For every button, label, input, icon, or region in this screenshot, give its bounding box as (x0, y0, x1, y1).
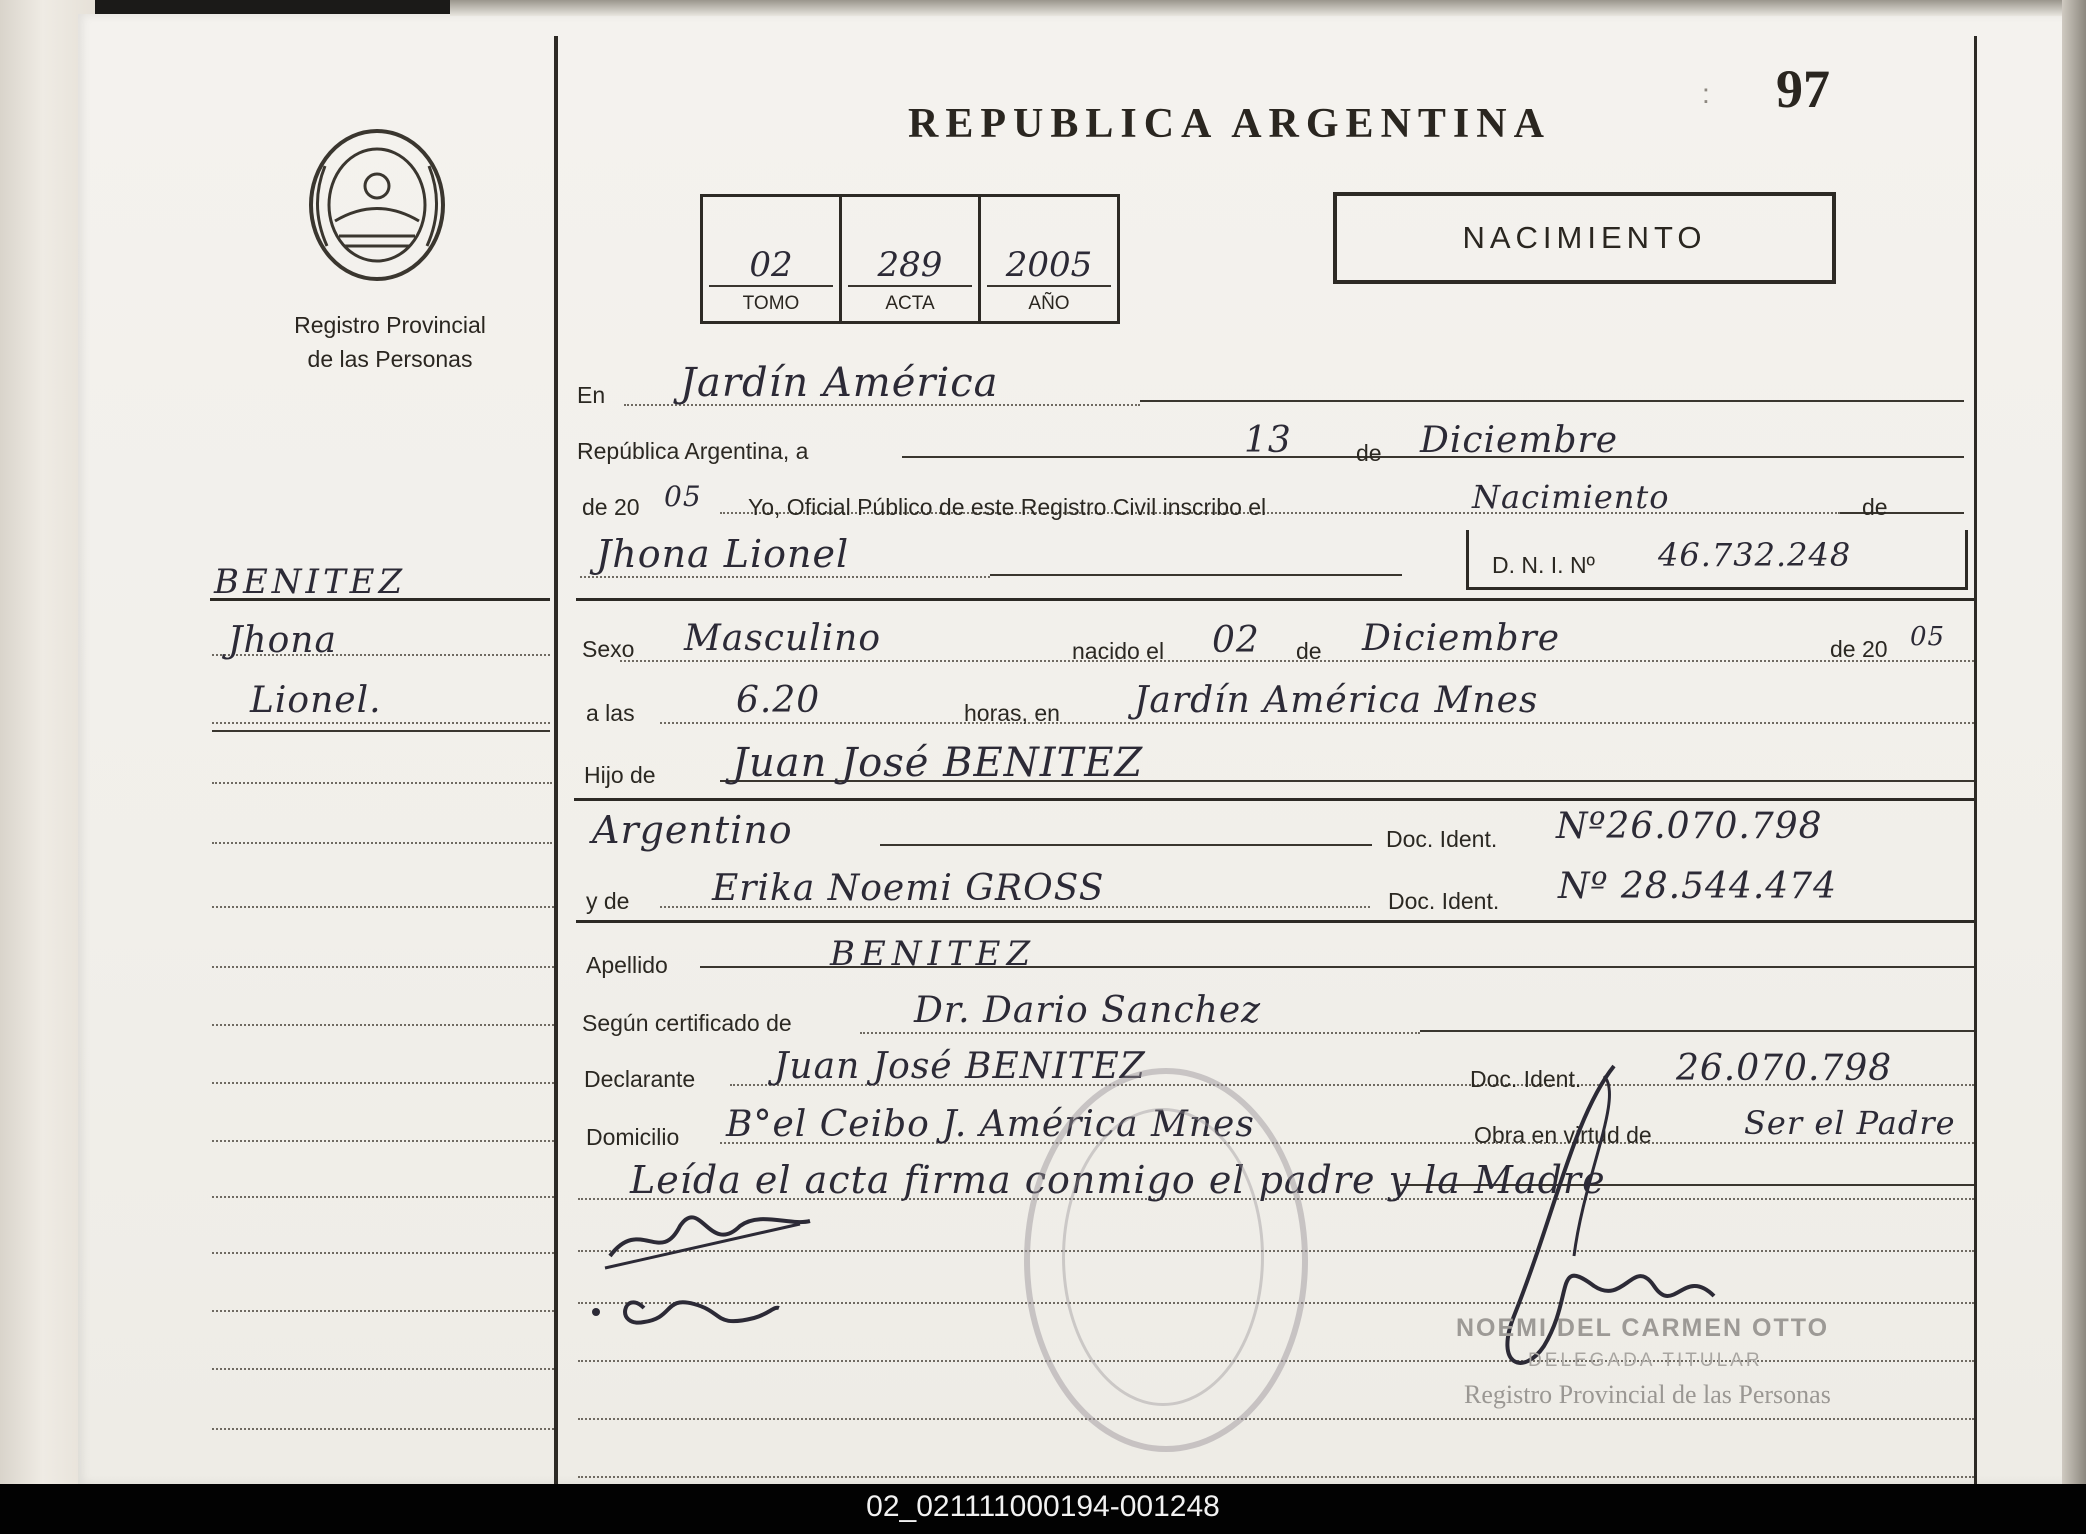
right-border (1974, 36, 1977, 1484)
act-type-box (1333, 192, 1836, 284)
doctor: Dr. Dario Sanchez (914, 990, 1262, 1031)
father-name: Juan José BENITEZ (732, 740, 1144, 786)
registry-office (240, 308, 540, 376)
ano-rule (987, 285, 1111, 287)
registry-number-table (700, 194, 1120, 324)
birth-place: Jardín América Mnes (1134, 680, 1539, 721)
yo-label: Yo, Oficial Público de este Registro Civil inscribo el (748, 494, 1267, 520)
official-office: Registro Provincial de las Personas (1464, 1380, 1831, 1409)
event: Nacimiento (1472, 478, 1670, 516)
margin-dotted-line (212, 782, 552, 784)
obra-value: Ser el Padre (1744, 1104, 1956, 1142)
act-type: NACIMIENTO (1462, 220, 1707, 255)
time: 6.20 (736, 680, 821, 721)
registry-stamp-inner (1062, 1108, 1264, 1406)
month: Diciembre (1420, 420, 1619, 461)
margin-dotted-line (212, 1196, 554, 1198)
de-label-3: de (1296, 638, 1322, 664)
horas-label: horas, en (964, 700, 1060, 726)
dni-label: D. N. I. Nº (1492, 552, 1595, 578)
folio-number: 97 (1776, 59, 1830, 119)
dotted-line (578, 1418, 1974, 1420)
dotted-line (860, 1032, 1420, 1034)
rule-line (880, 844, 1372, 846)
nacido-label: nacido el (1072, 638, 1165, 664)
doc-label-declarante: Doc. Ident. (1470, 1066, 1582, 1092)
official-name: NOEMI DEL CARMEN OTTO (1456, 1314, 1830, 1342)
birth-month: Diciembre (1362, 618, 1561, 659)
segun-label: Según certificado de (582, 1010, 792, 1036)
margin-dotted-line (212, 722, 550, 724)
birth-day: 02 (1212, 620, 1260, 661)
birth-year-suffix: 05 (1910, 622, 1946, 652)
acta-label: ACTA (885, 293, 935, 314)
rule-line (1840, 512, 1964, 514)
margin-dotted-line (212, 1024, 554, 1026)
en-label: En (577, 382, 606, 408)
father-nationality: Argentino (592, 808, 793, 852)
page-top-shadow (450, 0, 2086, 16)
section-rule (576, 598, 1974, 601)
declarante-name: Juan José BENITEZ (774, 1046, 1146, 1087)
domicilio-label: Domicilio (586, 1124, 680, 1150)
dotted-line (578, 1476, 1974, 1478)
birth-year-prefix: de 20 (1830, 636, 1888, 662)
registry-office-line1: Registro Provincial (294, 312, 486, 338)
section-rule (576, 920, 1974, 923)
margin-dotted-line (212, 906, 554, 908)
hijo-label: Hijo de (584, 762, 656, 788)
margin-dotted-line (212, 1082, 554, 1084)
de-label-2: de (1862, 494, 1888, 520)
margin-underline (212, 730, 550, 732)
a-las-label: a las (586, 700, 635, 726)
child-name: Jhona Lionel (596, 532, 850, 576)
day: 13 (1244, 420, 1292, 461)
year-prefix: de 20 (582, 494, 640, 520)
domicilio-value: B°el Ceibo J. América Mnes (726, 1104, 1255, 1145)
declarante-label: Declarante (584, 1066, 696, 1092)
margin-dotted-line (212, 1252, 554, 1254)
mother-signature-icon (584, 1278, 784, 1338)
father-doc: Nº26.070.798 (1556, 806, 1823, 847)
margin-dotted-line (212, 1368, 554, 1370)
republica-label: República Argentina, a (577, 438, 809, 464)
dotted-line (580, 576, 990, 578)
mother-name: Erika Noemi GROSS (712, 868, 1105, 909)
dotted-line (660, 722, 1974, 724)
obra-label: Obra en virtud de (1474, 1122, 1652, 1148)
registry-office-line2: de las Personas (307, 346, 473, 372)
y-de-label: y de (586, 888, 630, 914)
father-signature-icon (600, 1196, 820, 1276)
acta-cell (842, 197, 981, 321)
image-caption: 02_021111000194-001248 (866, 1490, 1220, 1523)
apellido-value: BENITEZ (830, 934, 1037, 974)
rule-line (1140, 400, 1964, 402)
page-right-shadow (2062, 0, 2086, 1484)
year-suffix: 05 (664, 480, 702, 513)
tomo-rule (709, 285, 833, 287)
province-seal-icon (305, 126, 449, 284)
rule-line (990, 574, 1402, 576)
acta-rule (848, 285, 972, 287)
margin-dotted-line (212, 966, 554, 968)
margin-name-2: Lionel. (250, 680, 382, 721)
ano-value: 2005 (1005, 245, 1093, 285)
tomo-label: TOMO (742, 293, 800, 314)
closing-statement: Leída el acta firma conmigo el padre y la Madre (630, 1158, 1606, 1202)
country-title: REPUBLICA ARGENTINA (908, 101, 1551, 147)
mother-doc: Nº 28.544.474 (1558, 866, 1837, 907)
de-label: de (1356, 440, 1382, 466)
sexo-value: Masculino (684, 618, 882, 659)
margin-dotted-line (212, 842, 552, 844)
place: Jardín América (680, 360, 999, 406)
margin-name-1: Jhona (228, 620, 337, 661)
folio-mark: : (1702, 78, 1710, 109)
margin-dotted-line (212, 1310, 554, 1312)
dni-value: 46.732.248 (1658, 536, 1852, 574)
margin-dotted-line (212, 1428, 554, 1430)
acta-value: 289 (877, 245, 943, 285)
margin-dotted-line (212, 1140, 554, 1142)
apellido-label: Apellido (586, 952, 668, 978)
tomo-value: 02 (749, 245, 793, 285)
tomo-cell (703, 197, 842, 321)
doc-label-father: Doc. Ident. (1386, 826, 1498, 852)
declarante-doc: 26.070.798 (1676, 1048, 1893, 1089)
rule-line (1420, 1030, 1974, 1032)
margin-surname: BENITEZ (214, 562, 407, 602)
sexo-label: Sexo (582, 636, 635, 662)
official-title: DELEGADA TITULAR (1528, 1350, 1763, 1371)
doc-label-mother: Doc. Ident. (1388, 888, 1500, 914)
ano-label: AÑO (1028, 293, 1070, 314)
ano-cell (981, 197, 1117, 321)
margin-divider (554, 36, 558, 1484)
section-rule (574, 798, 1974, 801)
